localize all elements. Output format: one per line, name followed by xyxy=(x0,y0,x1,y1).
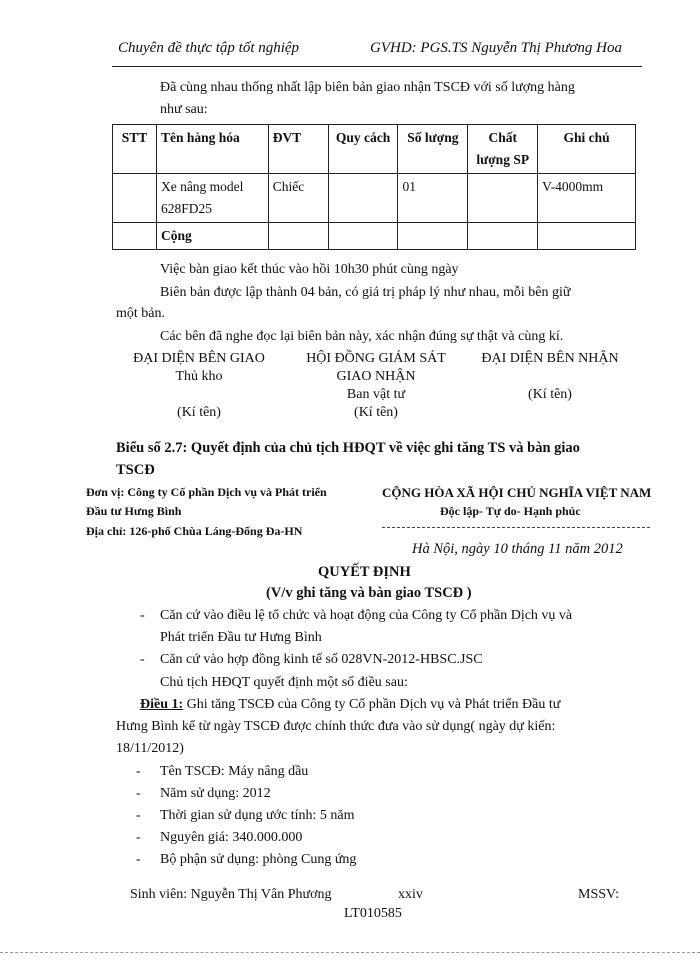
decision-date: Hà Nội, ngày 10 tháng 11 năm 2012 xyxy=(412,541,623,557)
sig-board-title2: GIAO NHẬN xyxy=(336,369,416,384)
cell-spec xyxy=(328,174,398,223)
header-right: GVHD: PGS.TS Nguyễn Thị Phương Hoa xyxy=(370,40,623,56)
sig-giver-sign: (Kí tên) xyxy=(177,405,221,420)
table-total-row xyxy=(113,223,636,250)
intro-line2: như sau: xyxy=(160,102,208,117)
article1-line1 xyxy=(140,697,560,713)
sig-giver-title: ĐẠI DIỆN BÊN GIAO xyxy=(133,351,265,366)
item-bullet: - xyxy=(136,830,141,845)
cell-stt xyxy=(113,174,157,223)
signature-board xyxy=(296,350,456,422)
org-unit2: Đầu tư Hưng Bình xyxy=(86,504,182,518)
sig-receiver-sign: (Kí tên) xyxy=(528,387,572,402)
cell-unit: Chiếc xyxy=(268,174,328,223)
article1-label: Điều 1: xyxy=(140,697,184,712)
basis2-bullet: - xyxy=(140,652,145,667)
footer-student: Sinh viên: Nguyễn Thị Vân Phương xyxy=(130,887,332,902)
sig-board-sign: (Kí tên) xyxy=(354,405,398,420)
cell-note: V-4000mm xyxy=(538,174,636,223)
basis1-line1: Căn cứ vào điều lệ tổ chức và hoạt động của Công ty Cổ phần Dịch vụ và xyxy=(160,608,573,623)
exhibit-title-line2: TSCĐ xyxy=(116,462,155,478)
th-qty: Số lượng xyxy=(398,125,468,174)
copies-line2: một bản. xyxy=(116,306,165,321)
list-item: Năm sử dụng: 2012 xyxy=(160,786,271,801)
org-unit: Đơn vị: Công ty Cổ phần Dịch vụ và Phát triển xyxy=(86,485,327,499)
list-item: Thời gian sử dụng ước tính: 5 năm xyxy=(160,808,355,823)
sig-board-title: HỘI ĐỒNG GIÁM SÁT xyxy=(306,351,446,366)
th-spec: Quy cách xyxy=(328,125,398,174)
th-note: Ghi chú xyxy=(538,125,636,174)
footer-mssv: LT010585 xyxy=(344,906,402,921)
table-header-row xyxy=(113,125,636,174)
signature-receiver xyxy=(470,350,630,404)
header-rule xyxy=(112,66,642,67)
cell-total-label: Cộng xyxy=(156,223,268,250)
item-bullet: - xyxy=(136,764,141,779)
th-unit: ĐVT xyxy=(268,125,328,174)
th-quality: Chất lượng SP xyxy=(468,125,538,174)
sig-board-sub: Ban vật tư xyxy=(346,387,406,402)
goods-table xyxy=(112,124,636,250)
decision-title: QUYẾT ĐỊNH xyxy=(318,564,411,580)
exhibit-title-line1: Biểu số 2.7: Quyết định của chủ tịch HĐQT về việc ghi tăng TS và bàn giao xyxy=(116,440,580,456)
signature-giver xyxy=(124,350,274,422)
sig-receiver-title: ĐẠI DIỆN BÊN NHẬN xyxy=(481,351,619,366)
sig-giver-sub: Thủ kho xyxy=(175,369,223,384)
motto-separator xyxy=(382,527,650,528)
footer-mssv-label: MSSV: xyxy=(578,887,619,902)
cell-quality xyxy=(468,174,538,223)
item-bullet: - xyxy=(136,808,141,823)
basis1-line2: Phát triển Đầu tư Hưng Bình xyxy=(160,630,322,645)
list-item: Nguyên giá: 340.000.000 xyxy=(160,830,303,845)
list-item: Bộ phận sử dụng: phòng Cung ứng xyxy=(160,852,357,867)
item-bullet: - xyxy=(136,786,141,801)
th-name: Tên hàng hóa xyxy=(156,125,268,174)
cell-qty: 01 xyxy=(398,174,468,223)
handover-end: Việc bàn giao kết thúc vào hồi 10h30 phút cùng ngày xyxy=(160,262,459,277)
intro-line1: Đã cùng nhau thống nhất lập biên bản giao nhận TSCĐ với số lượng hàng xyxy=(160,80,575,95)
header-left: Chuyên đề thực tập tốt nghiệp xyxy=(118,40,300,56)
motto-line2: Độc lập- Tự do- Hạnh phúc xyxy=(440,504,581,518)
basis2: Căn cứ vào hợp đồng kinh tế số 028VN-2012-HBSC.JSC xyxy=(160,652,483,667)
page-bottom-rule xyxy=(0,952,700,953)
decision-subtitle: (V/v ghi tăng và bàn giao TSCĐ ) xyxy=(266,585,472,601)
article1-text: Ghi tăng TSCĐ của Công ty Cổ phần Dịch vụ và Phát triển Đầu tư xyxy=(183,697,561,712)
article1-line2: Hưng Bình kể từ ngày TSCĐ được chính thức đưa vào sử dụng( ngày dự kiến: xyxy=(116,719,556,734)
footer-page-number: xxiv xyxy=(398,887,423,902)
list-item: Tên TSCĐ: Máy nâng dầu xyxy=(160,764,309,779)
cell-name: Xe nâng model 628FD25 xyxy=(156,174,268,223)
table-row xyxy=(113,174,636,223)
basis1-bullet: - xyxy=(140,608,145,623)
confirm-line: Các bên đã nghe đọc lại biên bản này, xác nhận đúng sự thật và cùng kí. xyxy=(160,329,564,344)
motto-line1: CỘNG HÒA XÃ HỘI CHỦ NGHĨA VIỆT NAM xyxy=(382,485,652,500)
item-bullet: - xyxy=(136,852,141,867)
article1-line3: 18/11/2012) xyxy=(116,741,184,756)
th-stt: STT xyxy=(113,125,157,174)
org-address: Địa chỉ: 126-phố Chùa Láng-Đống Đa-HN xyxy=(86,524,303,538)
chair-decides: Chủ tịch HĐQT quyết định một số điều sau: xyxy=(160,675,408,690)
copies-line1: Biên bản được lập thành 04 bản, có giá trị pháp lý như nhau, mỗi bên giữ xyxy=(160,285,571,300)
